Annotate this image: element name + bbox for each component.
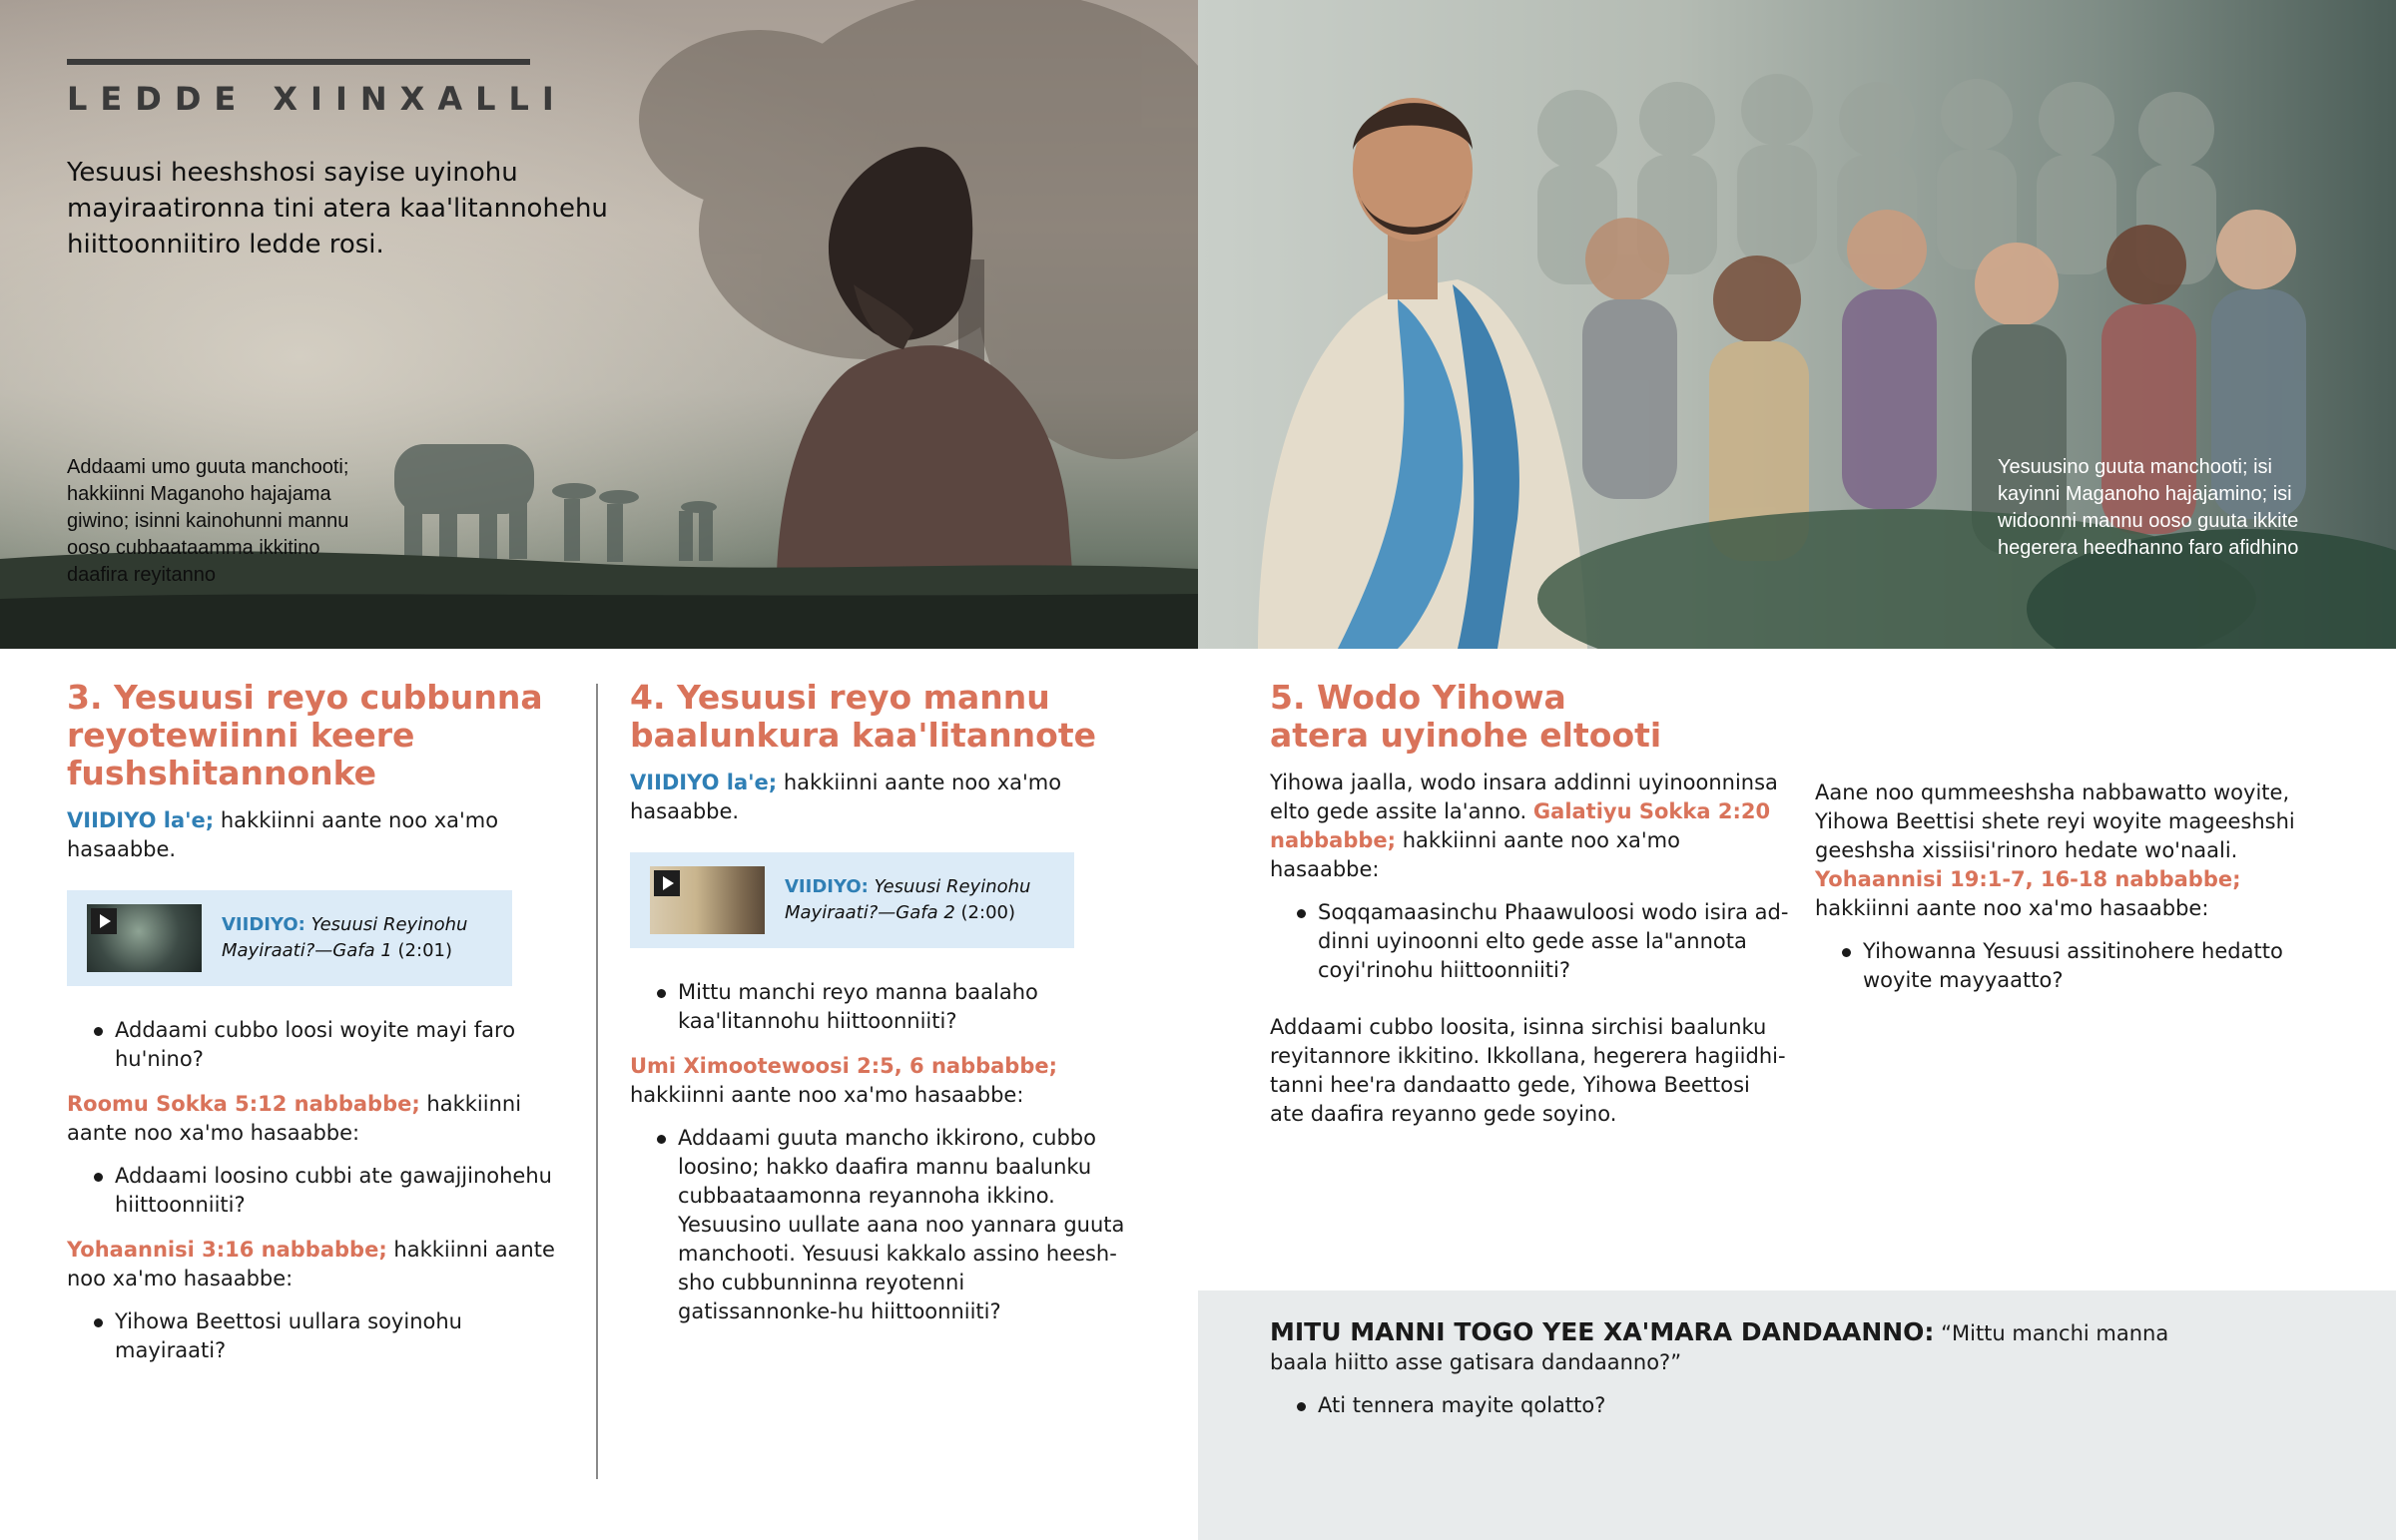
video-link-part-1[interactable] (67, 890, 512, 986)
scripture-prompt-text: hakkiinni aante noo xa'mo hasaabbe: (67, 1238, 555, 1290)
section-5 (1270, 679, 1789, 1143)
video-link-part-2[interactable] (630, 852, 1074, 948)
video-caption[interactable] (222, 912, 492, 964)
question-item: Addaami loosino cubbi ate gawajjinohehu hiittoonniiti? (67, 1162, 556, 1220)
video-title: Yesuusi Reyinohu Mayiraati?—Gafa 2 (785, 876, 1031, 923)
question-item: Mittu manchi reyo manna baalaho kaa'litannohu hiittoonniiti? (630, 978, 1129, 1036)
question-list (67, 1162, 556, 1220)
question-item: Addaami guuta mancho ikkirono, cubbo loosino; hakko daafira mannu baalunku cubbaataamonna reyannoha ikkino. Yesuusino uullate aana noo yannara guuta manchooti. Yesuusi kakkalo assino heesh-sho cubbunninna reyotenni gatissannonke-hu hiittoonniiti? (630, 1124, 1129, 1326)
discussion-prompt (1270, 1317, 2228, 1377)
video-label: VIIDIYO: (222, 914, 305, 935)
discussion-box (1198, 1290, 2396, 1540)
question-item: Yihowa Beettosi uullara soyinohu mayiraati? (67, 1307, 556, 1365)
video-prompt (67, 806, 556, 864)
scripture-prompt (67, 1090, 556, 1148)
section-5-paragraph-1 (1270, 769, 1789, 884)
paragraph-text: Yihowa jaalla, wodo insara addinni uyinoonninsa elto gede assite la'anno. (1270, 770, 1778, 823)
scripture-reference[interactable]: Roomu Sokka 5:12 nabbabbe; (67, 1092, 420, 1116)
jesus-illustration (1198, 0, 2396, 649)
video-prompt (630, 769, 1129, 826)
jesus-figure (1258, 98, 1587, 649)
video-thumbnail[interactable] (650, 866, 765, 934)
video-caption[interactable] (785, 874, 1054, 926)
play-icon[interactable] (91, 908, 117, 934)
scripture-reference[interactable]: Umi Ximootewoosi 2:5, 6 nabbabbe; (630, 1054, 1058, 1078)
scripture-reference[interactable]: Galatiyu Sokka 2:20 nabbabbe; (1270, 799, 1771, 852)
section-5-continued (1815, 778, 2314, 1011)
question-list (630, 1124, 1129, 1326)
section-4-heading: 4. Yesuusi reyo mannu baalunkura kaa'litannote (630, 678, 1096, 755)
video-duration: (2:00) (954, 902, 1015, 923)
video-prompt-label: VIIDIYO la'e; (630, 770, 778, 794)
video-title: Yesuusi Reyinohu Mayiraati?—Gafa 1 (222, 914, 468, 961)
play-icon[interactable] (654, 870, 680, 896)
question-item: Soqqamaasinchu Phaawuloosi wodo isira ad-dinni uyinoonni elto gede asse la"annota coyi'rinohu hiittoonniiti? (1270, 898, 1789, 985)
video-label: VIIDIYO: (785, 876, 869, 897)
column-divider (596, 684, 598, 1479)
scripture-prompt-text: hakkiinni aante noo xa'mo hasaabbe: (1270, 828, 1680, 881)
question-list (1815, 937, 2314, 995)
scripture-reference[interactable]: Yohaannisi 19:1-7, 16-18 nabbabbe; (1815, 867, 2241, 891)
video-prompt-text: hakkiinni aante noo xa'mo hasaabbe. (630, 770, 1062, 823)
scripture-prompt (630, 1052, 1129, 1110)
scripture-prompt-text: hakkiinni aante noo xa'mo hasaabbe: (67, 1092, 522, 1145)
video-duration: (2:01) (391, 940, 452, 961)
section-5-heading: 5. Wodo Yihowa atera uyinohe eltooti (1270, 678, 1662, 755)
caption-jesus: Yesuusino guuta manchooti; isi kayinni Maganoho hajajamino; isi widoonni mannu ooso guuta ikkite hegerera heedhanno faro afidhino (1998, 456, 2299, 559)
video-prompt-label: VIIDIYO la'e; (67, 808, 215, 832)
section-3 (67, 679, 556, 1381)
question-list (1270, 1391, 2228, 1420)
question-item: Ati tennera mayite qolatto? (1270, 1391, 2228, 1420)
question-list (1270, 898, 1789, 985)
discussion-label: MITU MANNI TOGO YEE XA'MARA DANDAANNO: (1270, 1317, 1935, 1346)
kicker-title: LEDDE XIINXALLI (67, 80, 567, 118)
section-3-heading: 3. Yesuusi reyo cubbunna reyotewiinni keere fushshitannonke (67, 678, 543, 792)
video-prompt-text: hakkiinni aante noo xa'mo hasaabbe. (67, 808, 499, 861)
discussion-content (1270, 1317, 2228, 1436)
section-5-paragraph-2: Addaami cubbo loosita, isinna sirchisi baalunku reyitannore ikkitino. Ikkollana, hegerera hagiidhi-tanni hee'ra dandaatto gede, Yihowa Beettosi ate daafira reyanno gede soyino. (1270, 1015, 1786, 1126)
paragraph-text: Aane noo qummeeshsha nabbawatto woyite, Yihowa Beettisi shete reyi woyite mageeshshi geeshsha xissiisi'rinoro hedate wo'naali. (1815, 780, 2295, 862)
adam-illustration (0, 0, 1198, 649)
question-item: Addaami cubbo loosi woyite mayi faro hu'nino? (67, 1016, 556, 1074)
discussion-quote: “Mittu manchi manna baala hiitto asse gatisara dandaanno?” (1270, 1321, 2169, 1374)
hero-illustration (0, 0, 2396, 649)
scripture-prompt-text: hakkiinni aante noo xa'mo hasaabbe: (1815, 896, 2209, 920)
question-item: Yihowanna Yesuusi assitinohere hedatto woyite mayyaatto? (1815, 937, 2314, 995)
scripture-prompt-text: hakkiinni aante noo xa'mo hasaabbe: (630, 1083, 1024, 1107)
scripture-prompt (67, 1236, 556, 1293)
question-list (630, 978, 1129, 1036)
section-5-paragraph-3 (1815, 778, 2314, 923)
question-list (67, 1016, 556, 1074)
question-list (67, 1307, 556, 1365)
scripture-reference[interactable]: Yohaannisi 3:16 nabbabbe; (67, 1238, 387, 1262)
kicker-rule (67, 59, 530, 65)
section-4 (630, 679, 1129, 1342)
hero-lead-text: Yesuusi heeshshosi sayise uyinohu mayiraatironna tini atera kaa'litannohehu hiittoonniitiro ledde rosi. (67, 158, 608, 259)
video-thumbnail[interactable] (87, 904, 202, 972)
caption-adam: Addaami umo guuta manchooti; hakkiinni Maganoho hajajama giwino; isinni kainohunni mannu ooso cubbaataamma ikkitino daafira reyitanno (67, 456, 349, 586)
